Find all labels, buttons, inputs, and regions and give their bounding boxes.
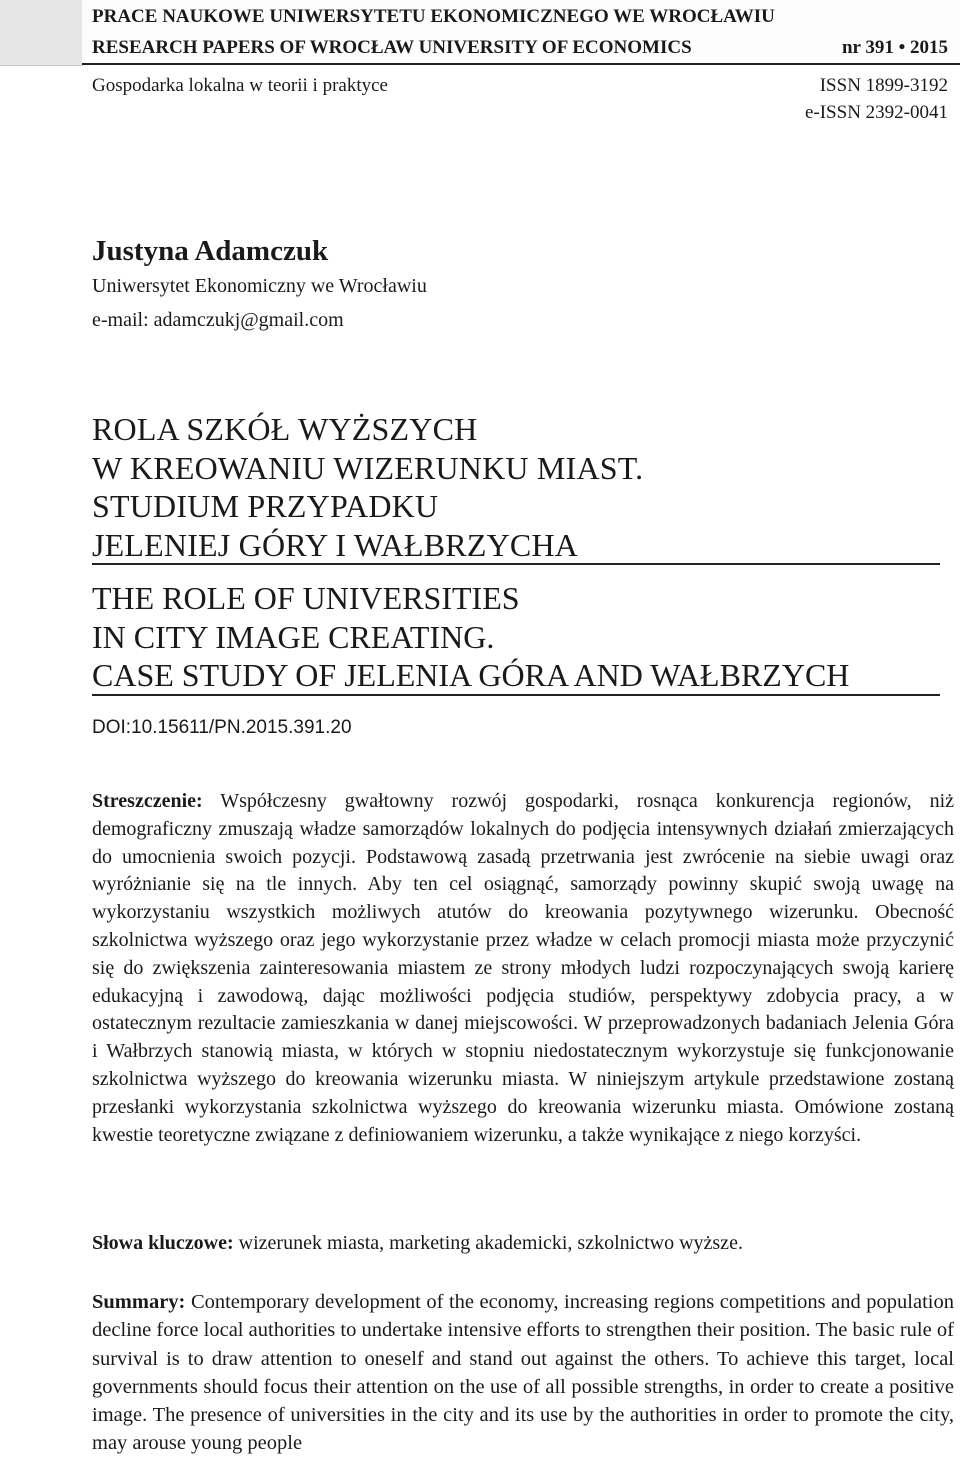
title-en-line: IN CITY IMAGE CREATING.	[92, 618, 495, 655]
title-pl-line: W KREOWANIU WIZERUNKU MIAST.	[92, 449, 644, 486]
abstract-label: Streszczenie:	[92, 790, 203, 812]
title-bottom-rule	[92, 694, 940, 696]
summary-paragraph	[92, 1288, 954, 1458]
title-pl-line: STUDIUM PRZYPADKU	[92, 488, 439, 524]
title-pl-line: ROLA SZKÓŁ WYŻSZYCH	[92, 411, 478, 447]
e-issn: e-ISSN 2392-0041	[804, 102, 948, 123]
keywords-text: wizerunek miasta, marketing akademicki, szkolnictwo wyższe.	[238, 1232, 743, 1254]
journal-name-pl: PRACE NAUKOWE UNIWERSYTETU EKONOMICZNEGO WE WROCŁAWIU	[92, 6, 775, 27]
title-divider	[92, 563, 940, 565]
issue-number: nr 391 • 2015	[841, 37, 948, 58]
header-grey-block	[0, 0, 83, 66]
abstract-text: Współczesny gwałtowny rozwój gospodarki, rosnąca konkurencja regionów, niż demograficzny zmuszają władze samorządów lokalnych do podjęcia intensywnych działań zmierzających do umocnienia swoich pozycji. Podstawową zasadą przetrwania jest zwrócenie na siebie uwagi oraz wyróżnianie się na tle innych. Aby ten cel osiągnąć, samorządy powinny skupić swoją uwagę na wykorzystaniu wszystkich możliwych atutów do kreowania pozytywnego wizerunku. Obecność szkolnictwa wyższego oraz jego wykorzystanie przez władze w celach promocji miasta może przyczynić się do zwiększenia zainteresowania miastem ze strony młodych ludzi rozpoczynających swoją karierę edukacyjną i zawodową, dając możliwości podjęcia studiów, perspektywy zdobycia pracy, a w ostatecznym rezultacie zamieszkania w danej miejscowości. W przeprowadzonych badaniach Jelenia Góra i Wałbrzych stanowią miasta, w których w stopniu niedostatecznym wykorzystuje się funkcjonowanie szkolnictwa wyższego do kreowania wizerunku miasta. W niniejszym artykule przedstawione zostaną przesłanki wykorzystania szkolnictwa wyższego do kreowania wizerunku miasta. Omówione zostaną kwestie teoretyczne związane z definiowaniem wizerunku, a także wynikające z niego korzyści.	[92, 790, 955, 1146]
title-en-line: CASE STUDY OF JELENIA GÓRA AND WAŁBRZYCH	[92, 657, 850, 693]
header-rule	[82, 63, 960, 65]
title-polish	[92, 410, 643, 564]
journal-name-en: RESEARCH PAPERS OF WROCŁAW UNIVERSITY OF ECONOMICS	[92, 37, 692, 58]
author-name: Justyna Adamczuk	[92, 235, 329, 267]
doi: DOI:10.15611/PN.2015.391.20	[92, 717, 352, 738]
summary-label: Summary:	[92, 1291, 186, 1313]
author-affiliation: Uniwersytet Ekonomiczny we Wrocławiu	[92, 275, 427, 297]
issn: ISSN 1899-3192	[819, 75, 948, 96]
keywords-paragraph	[92, 1229, 743, 1257]
title-pl-line: JELENIEJ GÓRY I WAŁBRZYCHA	[92, 526, 579, 563]
keywords-label: Słowa kluczowe:	[92, 1232, 234, 1254]
title-english	[92, 579, 849, 695]
abstract-paragraph	[92, 788, 954, 1149]
author-email: e-mail: adamczukj@gmail.com	[92, 309, 344, 331]
title-en-line: THE ROLE OF UNIVERSITIES	[92, 580, 520, 616]
summary-text: Contemporary development of the economy, increasing regions competitions and population decline force local authorities to undertake intensive efforts to strengthen their position. The basic rule of survival is to draw attention to oneself and stand out against the others. To achieve this target, local governments should focus their attention on the use of all possible strengths, in order to create a positive image. The presence of universities in the city and its use by the authorities in order to promote the city, may arouse young people	[92, 1291, 954, 1455]
series-title: Gospodarka lokalna w teorii i praktyce	[92, 75, 388, 96]
